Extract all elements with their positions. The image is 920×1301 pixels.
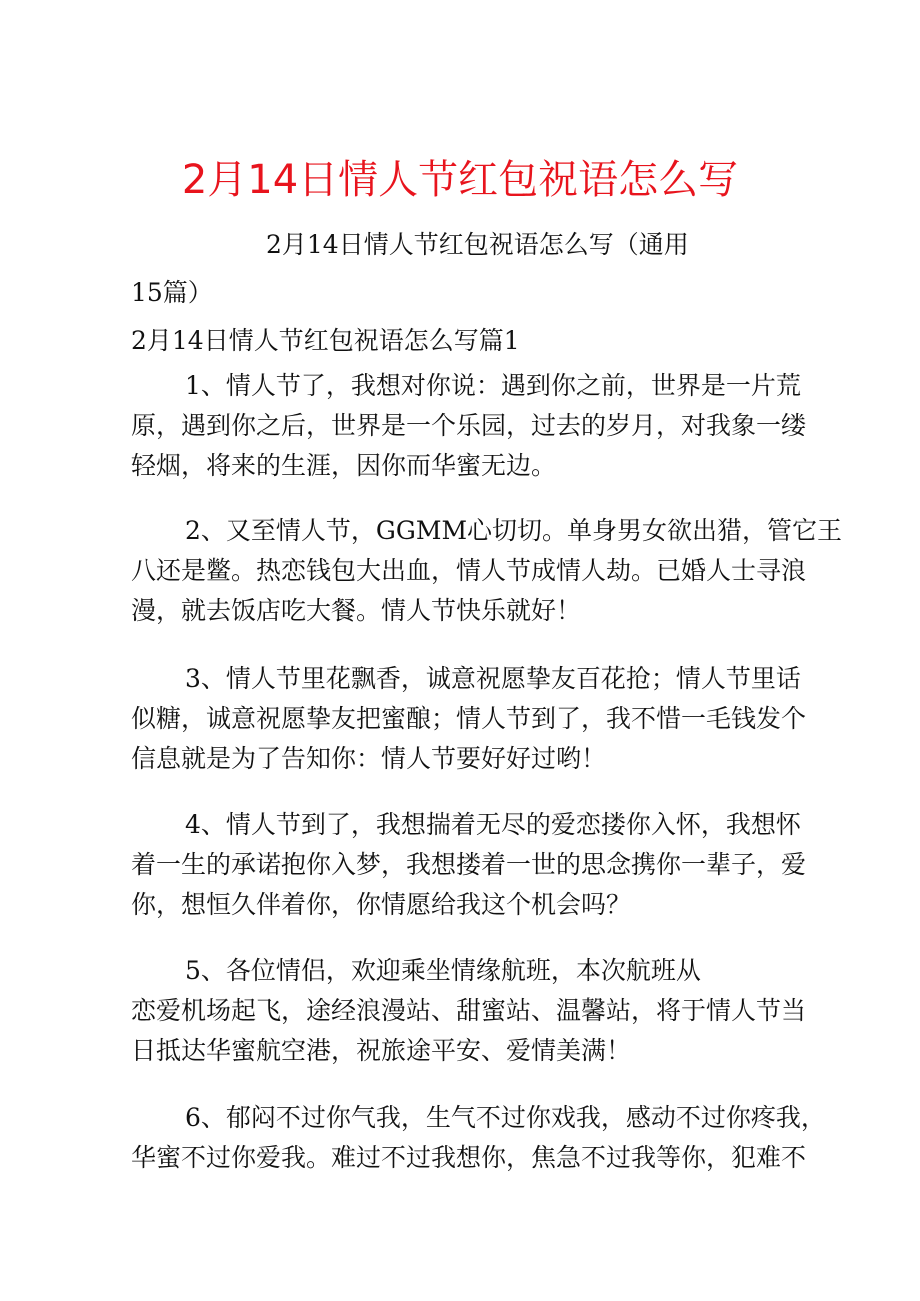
paragraph-line: 华蜜不过你爱我。难过不过我想你，焦急不过我等你，犯难不: [131, 1143, 807, 1172]
paragraph-line: 1、情人节了，我想对你说：遇到你之前，世界是一片荒: [185, 371, 801, 400]
paragraph-line: 日抵达华蜜航空港，祝旅途平安、爱情美满！: [131, 1036, 632, 1065]
paragraph-line: 轻烟，将来的生涯，因你而华蜜无边。: [131, 451, 557, 480]
paragraph-line: 八还是鳖。热恋钱包大出血，情人节成情人劫。已婚人士寻浪: [131, 556, 807, 585]
paragraph-line: 5、各位情侣，欢迎乘坐情缘航班，本次航班从: [185, 956, 701, 985]
paragraph-line: 似糖，诚意祝愿挚友把蜜酿；情人节到了，我不惜一毛钱发个: [131, 704, 807, 733]
paragraph-5: [131, 951, 807, 1071]
page-title: 2月14日情人节红包祝语怎么写: [181, 157, 739, 203]
paragraph-line: 6、郁闷不过你气我，生气不过你戏我，感动不过你疼我，: [185, 1103, 826, 1132]
paragraph-line: 4、情人节到了，我想揣着无尽的爱恋搂你入怀，我想怀: [185, 810, 801, 839]
subtitle-line-1: 2月14日情人节红包祝语怎么写（通用: [266, 230, 689, 259]
paragraph-1: [131, 366, 807, 486]
section-heading: 2月14日情人节红包祝语怎么写篇1: [131, 326, 520, 355]
paragraph-line: 漫，就去饭店吃大餐。情人节快乐就好！: [131, 596, 582, 625]
paragraph-6: [131, 1098, 826, 1178]
paragraph-line: 信息就是为了告知你：情人节要好好过哟！: [131, 744, 607, 773]
paragraph-3: [131, 659, 807, 779]
paragraph-4: [131, 805, 807, 925]
paragraph-2: [131, 511, 843, 631]
paragraph-line: 恋爱机场起飞，途经浪漫站、甜蜜站、温馨站，将于情人节当: [131, 996, 807, 1025]
paragraph-line: 你，想恒久伴着你，你情愿给我这个机会吗？: [131, 890, 632, 919]
subtitle-line-2: 15篇）: [131, 278, 213, 307]
paragraph-line: 2、又至情人节，GGMM心切切。单身男女欲出猎，管它王: [185, 516, 843, 545]
paragraph-line: 3、情人节里花飘香，诚意祝愿挚友百花抢；情人节里话: [185, 664, 801, 693]
paragraph-line: 原，遇到你之后，世界是一个乐园，过去的岁月，对我象一缕: [131, 411, 807, 440]
paragraph-line: 着一生的承诺抱你入梦，我想搂着一世的思念携你一辈子，爱: [131, 850, 807, 879]
